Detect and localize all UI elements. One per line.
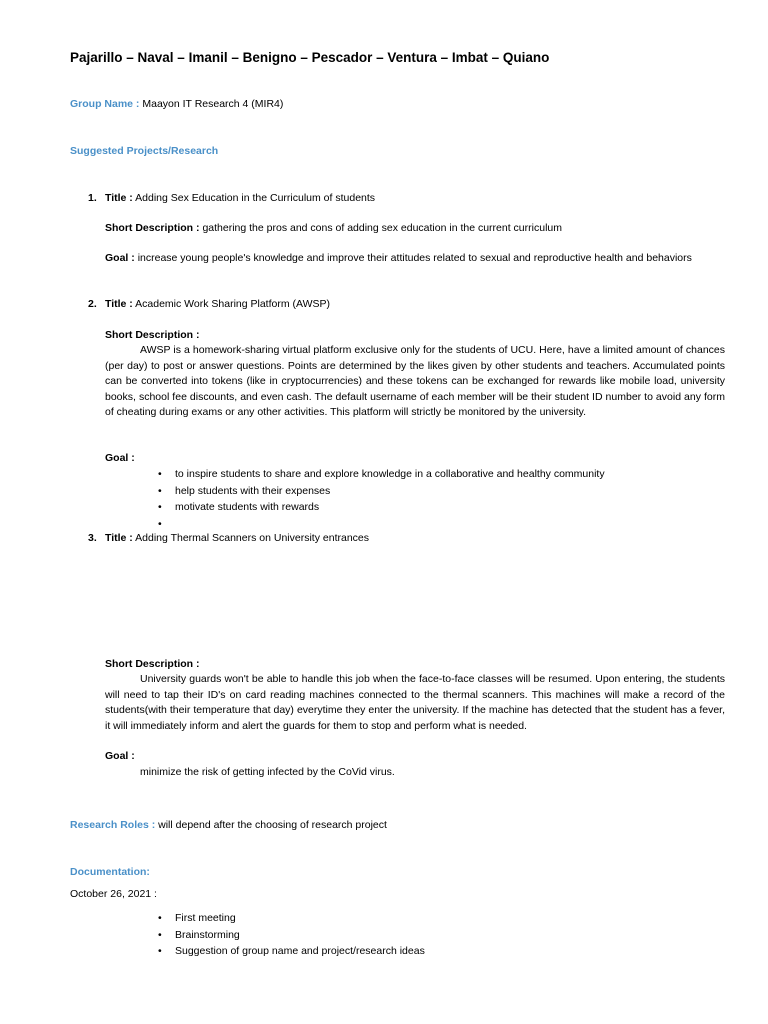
short-description-label: Short Description : <box>105 329 200 341</box>
list-item: • First meeting <box>175 911 425 928</box>
project-2-title-line <box>105 297 725 313</box>
project-1-title: Adding Sex Education in the Curriculum of students <box>135 192 376 204</box>
list-item: • Brainstorming <box>175 928 425 945</box>
project-1-description-line <box>105 221 725 237</box>
group-name-value: Maayon IT Research 4 (MIR4) <box>142 98 284 110</box>
project-1-number: 1. <box>88 192 97 204</box>
project-1-goal: increase young people's knowledge and improve their attitudes related to sexual and reproductive health and behaviors <box>137 252 692 264</box>
group-name-label: Group Name : <box>70 98 140 110</box>
project-3-title: Adding Thermal Scanners on University entrances <box>135 532 369 544</box>
project-2-number: 2. <box>88 298 97 310</box>
research-roles-line <box>70 818 387 834</box>
project-2-title: Academic Work Sharing Platform (AWSP) <box>135 298 331 310</box>
list-item: • Suggestion of group name and project/research ideas <box>175 944 425 961</box>
group-name-line <box>70 97 283 113</box>
project-1-title-line <box>105 191 725 207</box>
short-description-label: Short Description : <box>105 222 200 234</box>
documentation-heading: Documentation: <box>70 866 150 878</box>
list-item: • motivate students with rewards <box>175 500 605 517</box>
project-1-goal-line <box>105 251 725 267</box>
suggested-projects-heading: Suggested Projects/Research <box>70 145 219 157</box>
project-3-description: University guards won't be able to handle this job when the face-to-face classes will be resumed. Upon entering, the students will need to tap their ID's on card reading machines connected to the thermal scanners. This machines will make a record of the students(with their temperature that day) everytime they enter the university. If the machine has detected that the student has a fever, it will immediately inform and alert the guards for them to stop and perform what is needed. <box>105 673 725 732</box>
short-description-label: Short Description : <box>105 658 200 670</box>
documentation-date: October 26, 2021 : <box>70 888 157 900</box>
documentation-list <box>175 911 425 961</box>
project-3-number: 3. <box>88 532 97 544</box>
project-2-goal-list <box>175 467 605 533</box>
goal-label: Goal : <box>105 252 135 264</box>
list-item: • help students with their expenses <box>175 484 605 501</box>
title-label: Title : <box>105 532 133 544</box>
list-item: • to inspire students to share and explore knowledge in a collaborative and healthy community <box>175 467 605 484</box>
project-2-description: AWSP is a homework-sharing virtual platform exclusive only for the students of UCU. Here, have a limited amount of chances (per day) to post or answer questions. Points are determined by the likes given by other students and teachers. Accumulated points can be converted into tokens (like in cryptocurrencies) and these tokens can be exchanged for rewards like mobile load, university books, school fee discounts, and even cash. The default username of each member will be their student ID number to avoid any form of cheating during exams or any other activities. This platform will strictly be monitored by the university. <box>105 344 725 418</box>
project-1-description: gathering the pros and cons of adding sex education in the current curriculum <box>202 222 562 234</box>
goal-label: Goal : <box>105 452 135 464</box>
title-label: Title : <box>105 298 133 310</box>
page-title: Pajarillo – Naval – Imanil – Benigno – Pescador – Ventura – Imbat – Quiano <box>70 50 550 65</box>
research-roles-label: Research Roles : <box>70 819 156 831</box>
project-3-goal: minimize the risk of getting infected by the CoVid virus. <box>140 766 395 778</box>
title-label: Title : <box>105 192 133 204</box>
research-roles-value: will depend after the choosing of research project <box>158 819 387 831</box>
project-3-title-line <box>105 531 725 547</box>
goal-label: Goal : <box>105 750 135 762</box>
